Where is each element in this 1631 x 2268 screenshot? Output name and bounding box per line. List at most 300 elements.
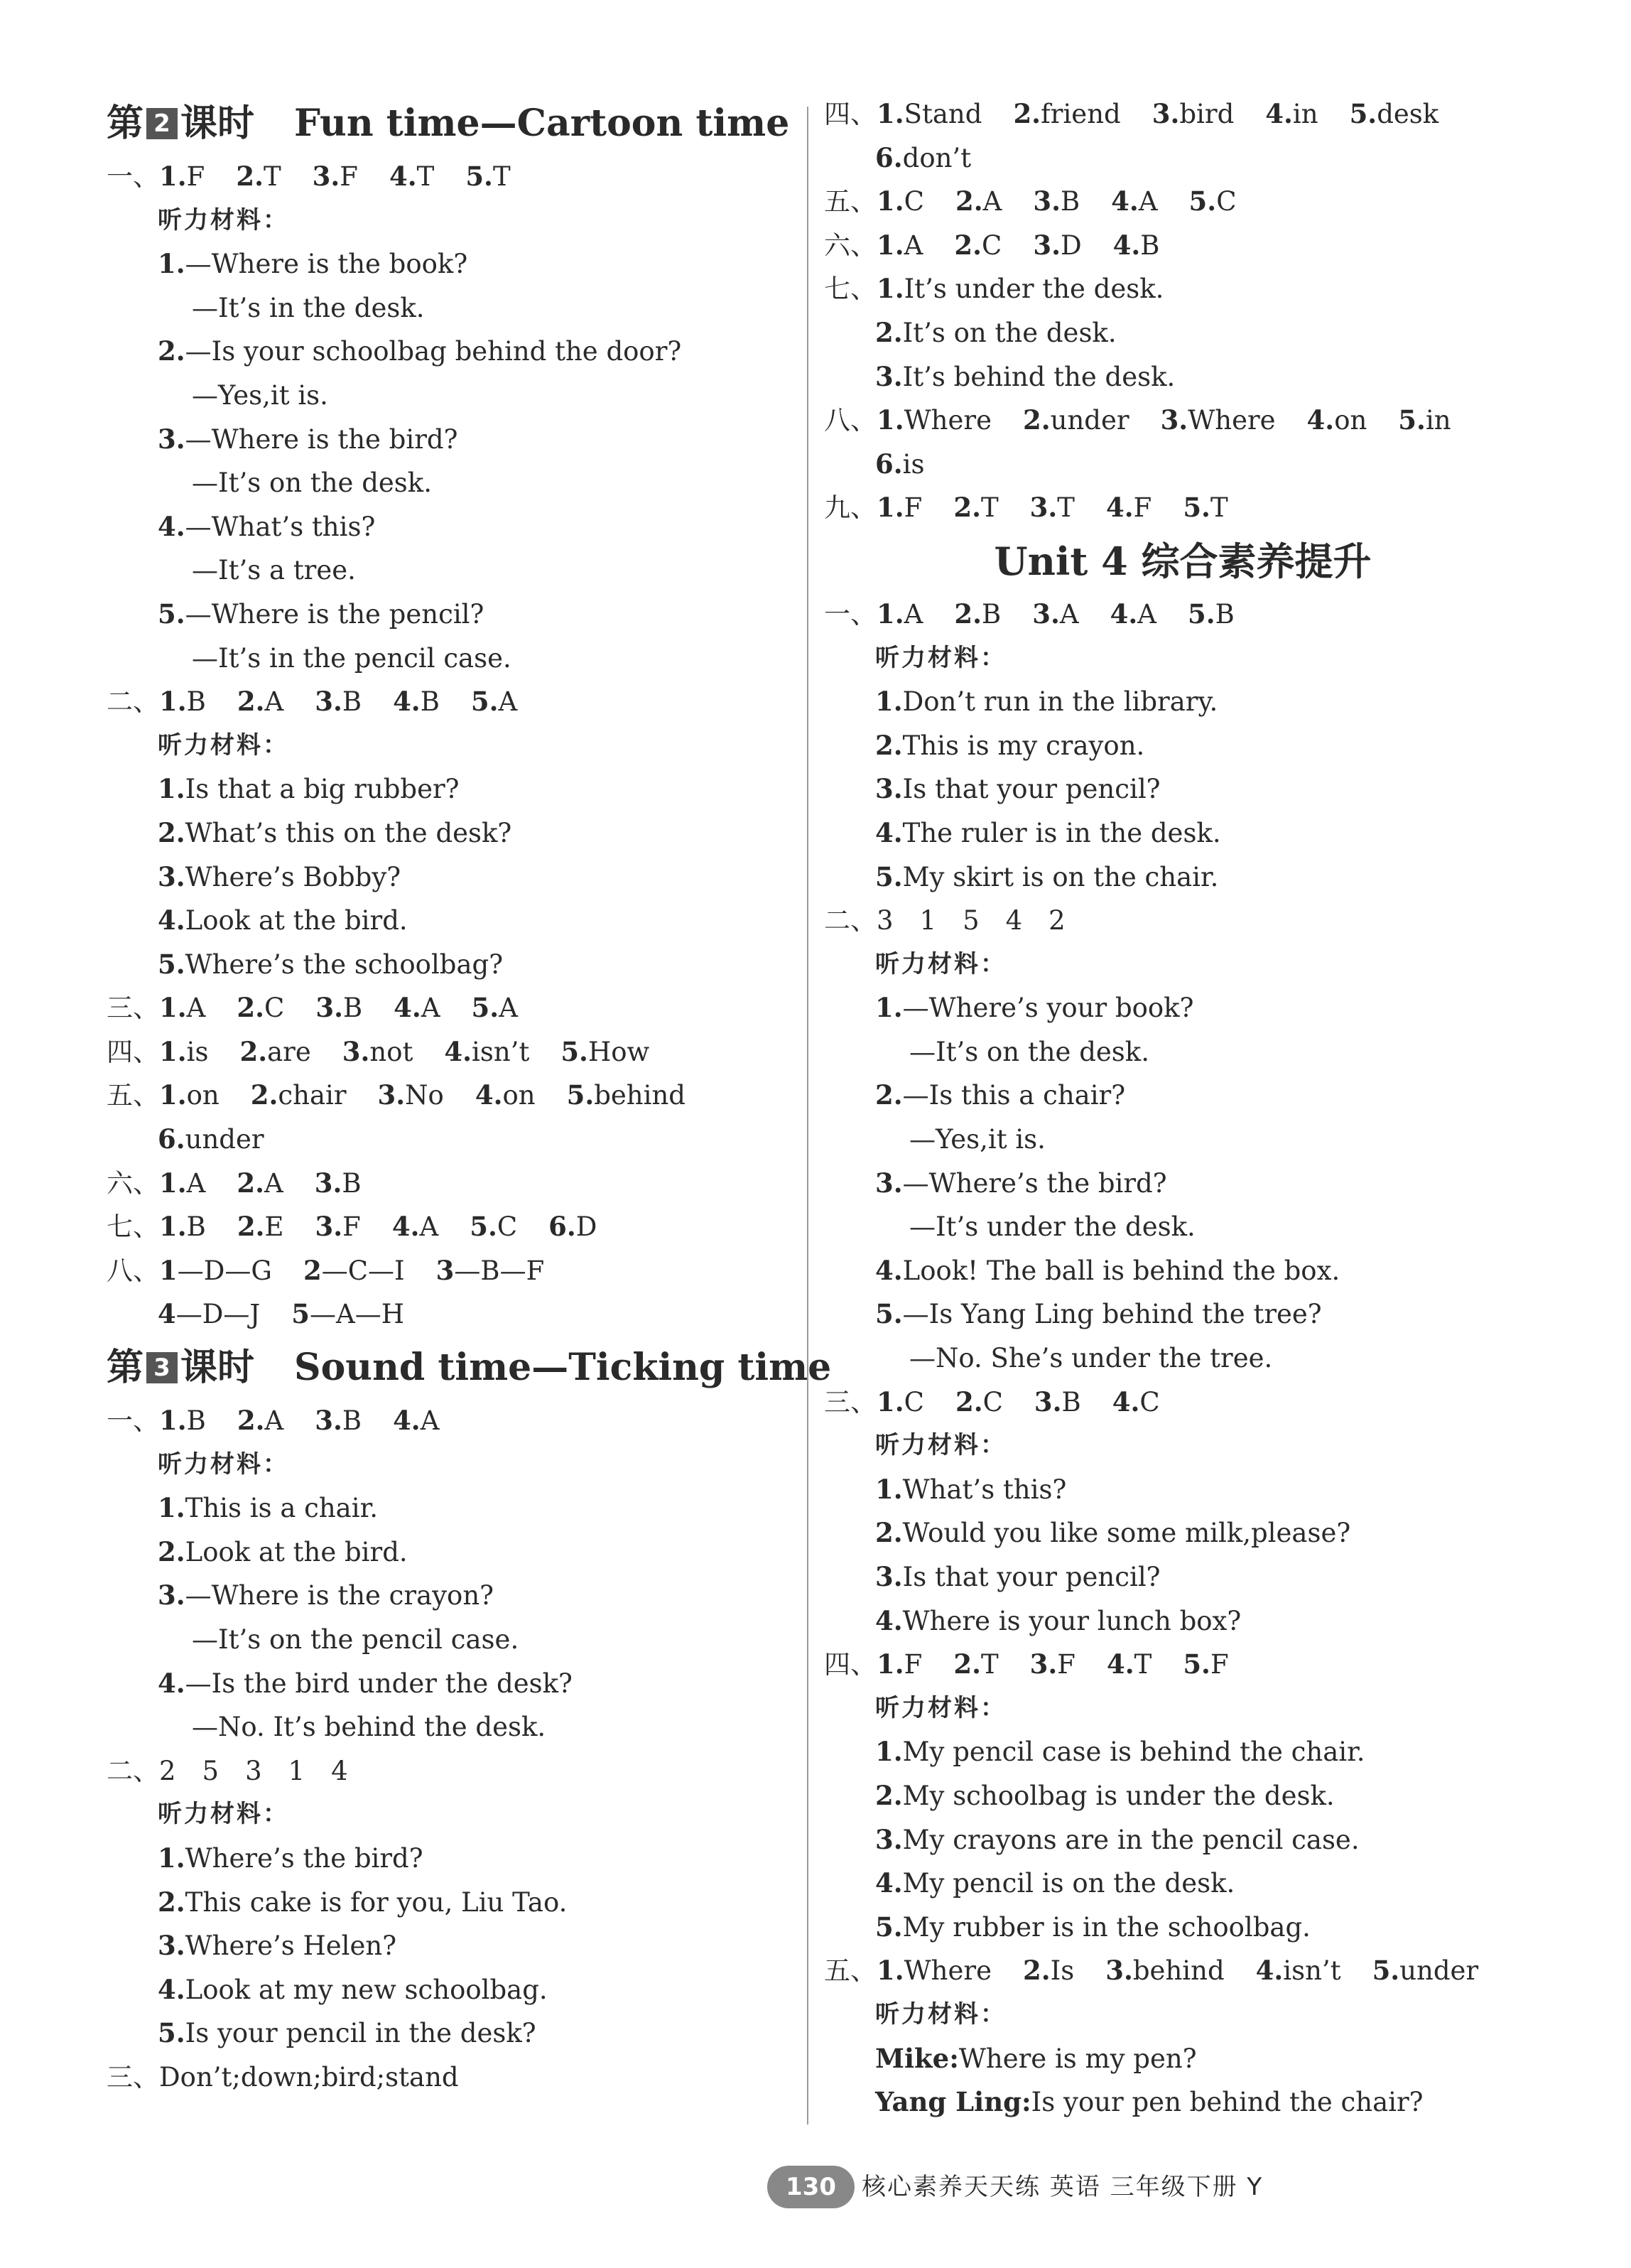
question-mark: 六、 [107,1167,159,1199]
item-number: 3. [1029,1648,1058,1680]
answer-line [824,1949,1541,1993]
transcript-line [824,1030,1541,1074]
answer-row [107,680,789,724]
listening-label: 听力材料： [158,730,289,760]
transcript-line [107,1924,789,1968]
item-number: 2 [303,1254,322,1286]
dialog-line: Yang Ling:Is your pen behind the chair? [875,2086,1424,2118]
transcript-line [107,899,789,943]
listening-label: 听力材料： [158,1449,289,1479]
line-number: 3. [875,773,903,805]
answer-value: B [186,686,206,718]
answer-row [824,1643,1541,1687]
line-text: —Where is the bird? [185,423,458,455]
answer-value: isn’t [1283,1955,1341,1987]
answer-row [107,1162,789,1206]
answer-value: isn’t [472,1036,530,1067]
item-number: 5. [470,1211,497,1243]
question-mark: 六、 [824,230,877,261]
line-number: 1. [875,1473,903,1505]
lesson-number-badge: 3 [146,1352,178,1383]
item-number: 1. [159,686,187,718]
question-mark: 七、 [824,274,877,305]
line-number: 2. [875,1517,903,1549]
answer-line-continued [824,443,1541,487]
transcript-line [824,1511,1541,1555]
item-number: 5. [1398,404,1426,436]
transcript-line [107,767,789,811]
answer-line [107,1074,789,1118]
item-number: 6. [158,1123,185,1155]
answer-value: C [264,993,285,1024]
answer-value: —D—G [177,1255,272,1286]
line-text: Don’t run in the library. [902,686,1218,718]
item-number: 2. [955,1386,983,1418]
question-mark: 一、 [107,1405,159,1437]
answer-value: Where [904,1955,992,1987]
answer-row [824,1949,1541,1993]
transcript-line [107,330,789,374]
item-number: 1. [877,492,904,524]
item-number: 4. [393,686,421,718]
transcript-line [107,1837,789,1881]
item-number: 6. [875,141,903,173]
answer-value: A [264,686,284,718]
transcript [107,767,789,986]
question-mark: 七、 [107,1211,159,1243]
transcript-line [107,855,789,900]
line-text: My pencil case is behind the chair. [902,1737,1365,1768]
transcript-line [107,418,789,462]
item-number: 5. [1183,492,1210,524]
answer-value: A [420,1405,440,1437]
line-number: 4. [875,1254,903,1286]
answer-value: on [502,1080,536,1111]
line-text: —No. It’s behind the desk. [192,1712,546,1743]
transcript [107,242,789,680]
answer-line-continued [824,136,1541,180]
transcript-line [824,1336,1541,1381]
answer-value: C [1216,186,1237,217]
answer-value: F [1057,1649,1075,1680]
line-text: Where’s the bird? [185,1842,423,1874]
answer-line [107,155,789,199]
answer-line-continued [107,1292,789,1336]
line-number: 4. [158,1667,185,1699]
column-divider [807,107,808,2124]
answer-line [107,1249,789,1293]
answer-line [107,1162,789,1206]
answer-value: A [904,230,923,261]
item-number: 2. [954,229,982,261]
answer-value: is [902,448,925,480]
transcript [107,1837,789,2056]
answer-value: F [186,161,205,192]
answer-row [824,593,1541,637]
answer-value: C [982,230,1002,261]
item-number: 2. [954,598,982,630]
answer-value: B [1060,186,1080,217]
answer-value: A [419,1211,439,1243]
line-text: —Is Yang Ling behind the tree? [902,1299,1322,1330]
transcript-line [824,1118,1541,1162]
answer-value: B [1061,1386,1081,1418]
answer-value: T [1134,1649,1152,1680]
line-number: 2. [158,1535,185,1567]
line-number: 3. [158,1580,185,1611]
line-number: 4. [875,1867,903,1899]
answer-value: —B—F [454,1255,545,1286]
answer-line [107,986,789,1030]
item-number: 3. [1033,185,1061,217]
transcript-line [107,943,789,987]
answer-value: behind [594,1080,686,1111]
question-mark: 九、 [824,492,877,524]
answer-value: under [1399,1955,1479,1987]
line-text: —No. She’s under the tree. [909,1343,1273,1374]
right-column [824,92,1541,2124]
line-text: Look at the bird. [185,1536,408,1567]
line-number: 2. [875,729,903,761]
line-text: —It’s in the pencil case. [192,642,511,674]
item-number: 2. [1022,404,1051,436]
answer-value: in [1425,405,1451,436]
item-number: 1. [877,185,904,217]
transcript-line [107,811,789,855]
line-number: 2. [158,1886,185,1918]
transcript-line [107,1968,789,2012]
item-number: 2. [250,1079,278,1111]
line-text: —Where is the crayon? [185,1580,494,1611]
transcript-line [107,1574,789,1618]
line-text: —It’s on the desk. [192,468,432,499]
transcript-line [107,1486,789,1530]
answer-row [107,986,789,1030]
line-number: 1. [875,992,903,1024]
transcript-line [824,1162,1541,1206]
item-number: 1. [159,992,187,1024]
item-number: 1. [159,161,187,192]
item-number: 1 [159,1254,178,1286]
line-text: —Where’s your book? [902,993,1194,1024]
answer-row [824,92,1541,180]
answer-line [107,680,789,724]
answer-row: 三、Don’t;down;bird;stand [107,2061,459,2092]
line-text: This is my crayon. [902,730,1145,761]
item-number: 4. [1306,404,1335,436]
item-number: 4 [158,1298,176,1330]
answer-value: —A—H [310,1299,404,1330]
line-text: Look at the bird. [185,905,408,936]
line-number: 3. [875,1561,903,1592]
item-number: 3. [1032,598,1060,630]
answer-value: T [492,161,511,192]
line-number: 5. [158,948,185,980]
line-number: 3. [158,860,185,892]
answer-value: under [185,1124,264,1155]
item-number: 5. [471,992,499,1024]
transcript [824,1730,1541,1949]
answer-row: 二、3 1 5 4 2 [824,905,1066,936]
answer-line [824,1381,1541,1425]
question-mark: 三、 [107,993,159,1024]
item-number: 5. [470,686,499,718]
sentence-line [824,355,1541,399]
page-footer [767,2166,1263,2208]
answer-value: A [498,686,518,718]
answer-value: B [982,598,1002,630]
answer-row [824,224,1541,268]
answer-value: on [1334,405,1367,436]
item-number: 1. [159,1211,187,1243]
item-number: 2. [237,1167,265,1199]
question-mark: 四、 [824,99,877,129]
answer-value: C [982,1386,1003,1418]
line-number: 1. [158,248,185,280]
answer-value: in [1292,99,1318,129]
transcript-line [107,461,789,505]
transcript-line [824,986,1541,1030]
answer-value: bird [1179,99,1235,129]
item-number: 1. [877,598,904,630]
item-number: 3. [1034,1386,1062,1418]
line-number: 4. [158,1973,185,2005]
transcript-line [107,374,789,418]
line-text: —Yes,it is. [909,1124,1046,1155]
item-number: 3. [312,161,340,192]
answer-row [824,180,1541,224]
item-number: 4. [1112,229,1141,261]
line-text: —Is the bird under the desk? [185,1668,573,1699]
answer-value: desk [1377,99,1439,129]
item-number: 1. [877,98,904,129]
line-number: 5. [875,860,903,892]
line-text: My pencil is on the desk. [902,1868,1235,1899]
answer-value: is [186,1036,209,1067]
listening-label: 听力材料： [875,643,1007,672]
line-text: —Where is the book? [185,249,468,280]
answer-value: A [1138,186,1158,217]
answer-row [107,1074,789,1161]
answer-line [824,399,1541,443]
answer-value: T [416,161,435,192]
item-number: 5. [566,1079,595,1111]
line-number: 1. [877,273,904,305]
transcript-line [824,1730,1541,1774]
transcript-line [824,1205,1541,1249]
transcript-line [824,1862,1541,1906]
answer-value: F [1210,1649,1229,1680]
line-text: Where’s the schoolbag? [185,949,504,980]
item-number: 1. [159,1079,187,1111]
item-number: 2. [236,161,264,192]
item-number: 5. [1349,98,1377,129]
line-number: 5. [158,2017,185,2049]
answer-value: D [1060,230,1082,261]
item-number: 3. [1152,98,1180,129]
line-number: 3. [875,1823,903,1855]
answer-value: B [342,686,362,718]
item-number: 6. [548,1211,576,1243]
sentence-answers [824,267,1541,399]
line-text: What’s this on the desk? [185,817,512,848]
answer-value: C [904,1386,924,1418]
item-number: 5. [1183,1648,1210,1680]
line-text: —It’s under the desk. [909,1211,1196,1243]
line-text: This is a chair. [185,1493,378,1524]
transcript [824,1468,1541,1643]
item-number: 3. [314,1167,342,1199]
answer-value: No [405,1080,444,1111]
transcript-line [824,724,1541,768]
item-number: 4. [1106,1648,1134,1680]
line-text: My skirt is on the chair. [902,861,1219,892]
item-number: 1. [159,1167,187,1199]
line-text: Is that your pencil? [902,774,1161,805]
answer-line [107,1399,789,1443]
line-text: —Where is the pencil? [185,598,484,630]
listening-label: 听力材料： [875,1693,1007,1722]
line-text: My schoolbag is under the desk. [902,1780,1335,1811]
page-number: 130 [767,2166,855,2208]
listening-label: 听力材料： [158,205,289,234]
sentence-line [824,311,1541,355]
question-mark: 三、 [824,1386,877,1418]
line-text: Look! The ball is behind the box. [902,1255,1340,1286]
answer-value: A [264,1405,284,1437]
answer-value: B [186,1405,206,1437]
answer-row: 二、2 5 3 1 4 [107,1755,348,1786]
item-number: 3 [435,1254,455,1286]
line-text: —What’s this? [185,511,376,542]
answer-value: T [1210,492,1228,524]
transcript-line [107,1705,789,1749]
line-text: Is that a big rubber? [185,774,460,805]
transcript-line [107,286,789,330]
item-number: 2. [237,992,265,1024]
line-number: 1. [875,1736,903,1768]
answer-value: F [904,1649,923,1680]
item-number: 3. [342,1035,370,1067]
answer-value: —D—J [175,1299,261,1330]
item-number: 4. [389,161,417,192]
item-number: 3. [1160,404,1188,436]
answer-value: Stand [904,99,982,129]
answer-line-continued [107,1118,789,1162]
left-column [107,92,832,2100]
line-number: 2. [158,816,185,848]
line-text: My crayons are in the pencil case. [902,1824,1360,1855]
answer-value: F [904,492,923,524]
item-number: 2. [955,185,983,217]
item-number: 5. [1188,185,1217,217]
line-text: Is your pencil in the desk? [185,2018,536,2049]
answer-value: How [587,1036,650,1067]
answer-value: are [267,1036,311,1067]
line-number: 3. [875,1167,903,1199]
transcript-line [107,242,789,286]
item-number: 2. [237,1211,265,1243]
answer-row [107,155,789,199]
item-number: 2. [239,1035,268,1067]
line-text: —It’s on the desk. [909,1036,1149,1067]
transcript-line [107,1530,789,1575]
transcript-line [824,767,1541,811]
line-number: 1. [158,1492,185,1524]
line-text: Where’s Helen? [185,1930,397,1962]
answer-value: C [1139,1386,1160,1418]
item-number: 5. [1372,1955,1400,1987]
answer-value: B [1140,230,1160,261]
transcript-line [824,1774,1541,1818]
answer-value: chair [278,1080,347,1111]
item-number: 4. [1265,98,1293,129]
answer-value: C [904,186,924,217]
line-number: 4. [158,904,185,936]
transcript-line [824,680,1541,724]
line-text: Is that your pencil? [902,1562,1161,1592]
item-number: 3. [315,686,342,718]
question-mark: 五、 [824,1955,877,1987]
answer-row [824,1381,1541,1425]
line-text: Where’s Bobby? [185,861,401,892]
answer-value: T [980,1649,999,1680]
item-number: 4. [393,1405,421,1437]
line-text: —It’s on the pencil case. [192,1624,519,1655]
line-number: 2. [875,316,903,348]
line-text: The ruler is in the desk. [902,817,1221,848]
item-number: 3. [315,1405,342,1437]
answer-value: B [186,1211,206,1243]
answer-value: A [1137,598,1156,630]
answer-row [824,399,1541,486]
question-mark: 五、 [824,186,877,217]
listening-label: 听力材料： [875,949,1007,978]
line-text: —Yes,it is. [192,379,328,411]
answer-value: B [420,686,440,718]
item-number: 4. [1110,598,1138,630]
item-number: 2. [953,1648,981,1680]
answer-line [824,593,1541,637]
line-number: 1. [875,686,903,718]
answer-value: C [497,1211,518,1243]
item-number: 4. [1255,1955,1284,1987]
listening-label: 听力材料： [158,1800,289,1829]
answer-value: don’t [902,142,972,173]
line-number: 2. [875,1779,903,1811]
listening-label: 听力材料： [875,1431,1007,1460]
item-number: 3. [1029,492,1058,524]
item-number: 1. [877,1955,904,1987]
transcript-line [107,593,789,637]
answer-value: under [1050,405,1129,436]
answer-value: A [982,186,1002,217]
question-mark: 一、 [824,598,877,630]
answer-line [824,180,1541,224]
answer-value: E [264,1211,284,1243]
question-mark: 四、 [824,1649,877,1680]
sentence-line [824,267,1541,311]
line-text: Would you like some milk,please? [902,1518,1351,1549]
answer-line [824,224,1541,268]
answer-value: F [1133,492,1152,524]
line-text: It’s on the desk. [902,317,1117,348]
transcript [107,1486,789,1749]
line-number: 3. [158,1930,185,1962]
item-number: 1. [159,1035,187,1067]
line-number: 1. [158,1842,185,1874]
item-number: 2. [953,492,981,524]
